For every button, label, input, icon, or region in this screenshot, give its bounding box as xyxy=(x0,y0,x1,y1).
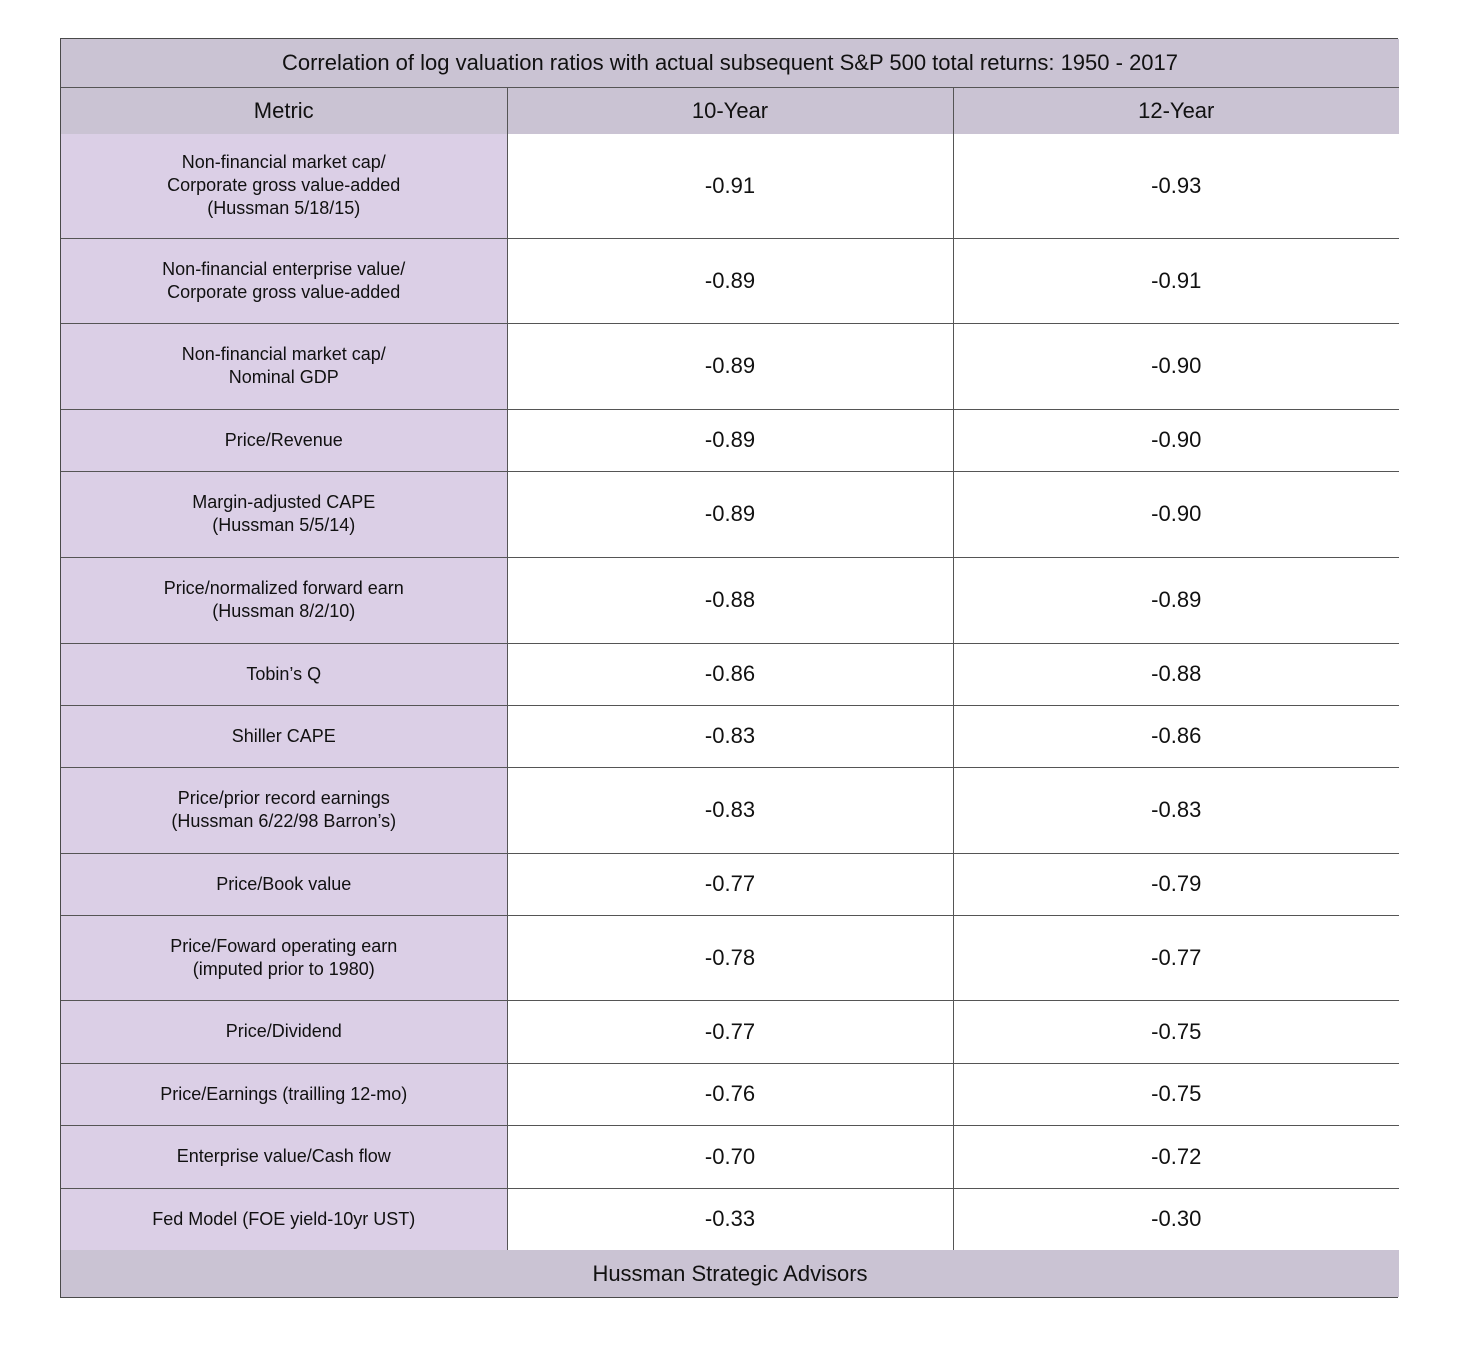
value-12-year: -0.75 xyxy=(953,1000,1399,1063)
value-12-year: -0.75 xyxy=(953,1063,1399,1125)
metric-label: Price/Foward operating earn (imputed prior to 1980) xyxy=(61,915,507,1000)
column-header-12-year: 12-Year xyxy=(953,87,1399,134)
table-row xyxy=(61,557,1399,643)
table-row xyxy=(61,409,1399,471)
value-10-year: -0.33 xyxy=(507,1188,953,1250)
metric-label: Shiller CAPE xyxy=(61,705,507,767)
value-12-year: -0.86 xyxy=(953,705,1399,767)
value-10-year: -0.78 xyxy=(507,915,953,1000)
value-12-year: -0.91 xyxy=(953,238,1399,323)
correlation-table xyxy=(60,38,1398,1298)
value-10-year: -0.89 xyxy=(507,409,953,471)
value-12-year: -0.30 xyxy=(953,1188,1399,1250)
metric-label: Price/normalized forward earn (Hussman 8/2/10) xyxy=(61,557,507,643)
table-title: Correlation of log valuation ratios with actual subsequent S&P 500 total returns: 1950 - 2017 xyxy=(61,39,1399,87)
metric-label: Price/Earnings (trailling 12-mo) xyxy=(61,1063,507,1125)
metric-label: Price/Revenue xyxy=(61,409,507,471)
value-12-year: -0.90 xyxy=(953,471,1399,557)
value-12-year: -0.83 xyxy=(953,767,1399,853)
value-10-year: -0.89 xyxy=(507,323,953,409)
table-row xyxy=(61,134,1399,238)
metric-label: Price/Book value xyxy=(61,853,507,915)
value-10-year: -0.77 xyxy=(507,853,953,915)
value-12-year: -0.77 xyxy=(953,915,1399,1000)
value-10-year: -0.77 xyxy=(507,1000,953,1063)
metric-label: Price/Dividend xyxy=(61,1000,507,1063)
value-10-year: -0.70 xyxy=(507,1125,953,1188)
column-header-10-year: 10-Year xyxy=(507,87,953,134)
column-header-metric: Metric xyxy=(61,87,507,134)
table-row xyxy=(61,705,1399,767)
table-row xyxy=(61,1188,1399,1250)
metric-label: Price/prior record earnings (Hussman 6/22/98 Barron’s) xyxy=(61,767,507,853)
value-12-year: -0.90 xyxy=(953,323,1399,409)
value-10-year: -0.76 xyxy=(507,1063,953,1125)
metric-label: Non-financial market cap/ Nominal GDP xyxy=(61,323,507,409)
metric-label: Tobin’s Q xyxy=(61,643,507,705)
value-12-year: -0.93 xyxy=(953,134,1399,238)
correlation-table-grid xyxy=(61,39,1399,1297)
value-10-year: -0.91 xyxy=(507,134,953,238)
value-10-year: -0.83 xyxy=(507,705,953,767)
table-row xyxy=(61,643,1399,705)
table-row xyxy=(61,471,1399,557)
table-row xyxy=(61,323,1399,409)
metric-label: Margin-adjusted CAPE (Hussman 5/5/14) xyxy=(61,471,507,557)
table-row xyxy=(61,238,1399,323)
table-row xyxy=(61,767,1399,853)
value-12-year: -0.72 xyxy=(953,1125,1399,1188)
table-row xyxy=(61,1063,1399,1125)
value-10-year: -0.86 xyxy=(507,643,953,705)
value-12-year: -0.88 xyxy=(953,643,1399,705)
table-row xyxy=(61,915,1399,1000)
table-body xyxy=(61,134,1399,1250)
value-10-year: -0.89 xyxy=(507,471,953,557)
table-footer-source: Hussman Strategic Advisors xyxy=(61,1250,1399,1297)
metric-label: Non-financial enterprise value/ Corporate gross value-added xyxy=(61,238,507,323)
metric-label: Non-financial market cap/ Corporate gross value-added (Hussman 5/18/15) xyxy=(61,134,507,238)
value-12-year: -0.90 xyxy=(953,409,1399,471)
value-12-year: -0.79 xyxy=(953,853,1399,915)
table-row xyxy=(61,1000,1399,1063)
metric-label: Enterprise value/Cash flow xyxy=(61,1125,507,1188)
table-row xyxy=(61,853,1399,915)
table-row xyxy=(61,1125,1399,1188)
value-10-year: -0.88 xyxy=(507,557,953,643)
metric-label: Fed Model (FOE yield-10yr UST) xyxy=(61,1188,507,1250)
value-10-year: -0.83 xyxy=(507,767,953,853)
value-10-year: -0.89 xyxy=(507,238,953,323)
value-12-year: -0.89 xyxy=(953,557,1399,643)
